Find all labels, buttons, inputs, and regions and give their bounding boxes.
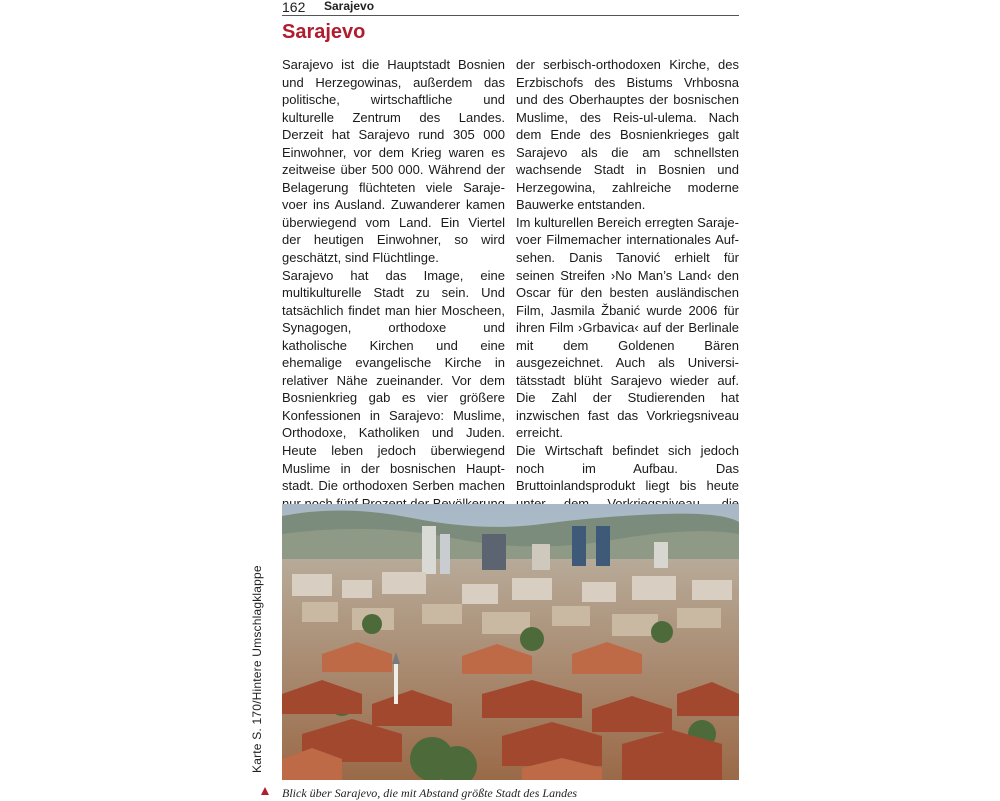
paragraph: Sarajevo ist die Hauptstadt Bosnien und Herzegowinas, außerdem das politische, wirtschaftliche und kulturelle Zentrum des Landes. Derzeit hat Sarajevo rund 305 000 Einwohner, vor dem Krieg waren es zeitweise über 500 000. Während der Belagerung flüchteten viele Sarajevoer ins Ausland. Zuwanderer kamen überwiegend vom Land. Ein Viertel der heutigen Einwohner, so wird geschätzt, sind Flüchtlinge.	[282, 57, 505, 266]
paragraph: Im kulturellen Bereich erregten Sarajevoer Filmemacher internationales Aufsehen. Danis Tanović erhielt für seinen Streifen ›No Man’s Land‹ den Oscar für den besten ausländischen Film, Jasmila Žbanić wurde 2006 für ihren Film ›Grbavica‹ auf der Berlinale mit dem Goldenen Bären ausgezeichnet. Auch als Universitätsstadt blüht Sarajevo wieder auf. Die Zahl der Studierenden hat inzwischen fast das Vorkriegsniveau erreicht.	[516, 214, 739, 441]
caption-marker-icon	[261, 787, 269, 795]
map-reference: Karte S. 170/Hintere Umschlagklappe	[250, 565, 264, 773]
article-title: Sarajevo	[282, 21, 366, 43]
text-column-left	[282, 56, 505, 565]
photo-caption: Blick über Sarajevo, die mit Abstand größte Stadt des Landes	[282, 786, 578, 800]
page-number: 162	[282, 0, 306, 15]
paragraph: der serbisch-orthodoxen Kirche, des Erzbischofs des Bistums Vrhbosna und des Oberhauptes der bosnischen Muslime, des Reis-ul-ulema. Nach dem Ende des Bosnienkrieges galt Sarajevo als die am schnellsten wachsende Stadt in Bosnien und Herzegowina, zahlreiche moderne Bauwerke entstanden.	[516, 57, 739, 213]
running-head: Sarajevo	[324, 0, 375, 13]
paragraph: Sarajevo hat das Image, eine multikulturelle Stadt zu sein. Und tatsächlich findet man hier Moscheen, Synagogen, orthodoxe und katholische Kirchen und eine ehemalige evangelische Kirche in relativer Nähe zueinander. Vor dem Bosnienkrieg gab es vier größere Konfessionen in Sarajevo: Muslime, Orthodoxe, Katholiken und Juden. Heute leben jedoch überwiegend Muslime in der bosnischen Hauptstadt. Die orthodoxen Serben machen	[282, 267, 505, 494]
paragraph: Die Wirtschaft befindet sich jedoch noch im Aufbau. Das Bruttoinlandsprodukt liegt bis heute	[516, 443, 739, 494]
page-header	[282, 0, 739, 16]
city-photo	[282, 504, 739, 780]
